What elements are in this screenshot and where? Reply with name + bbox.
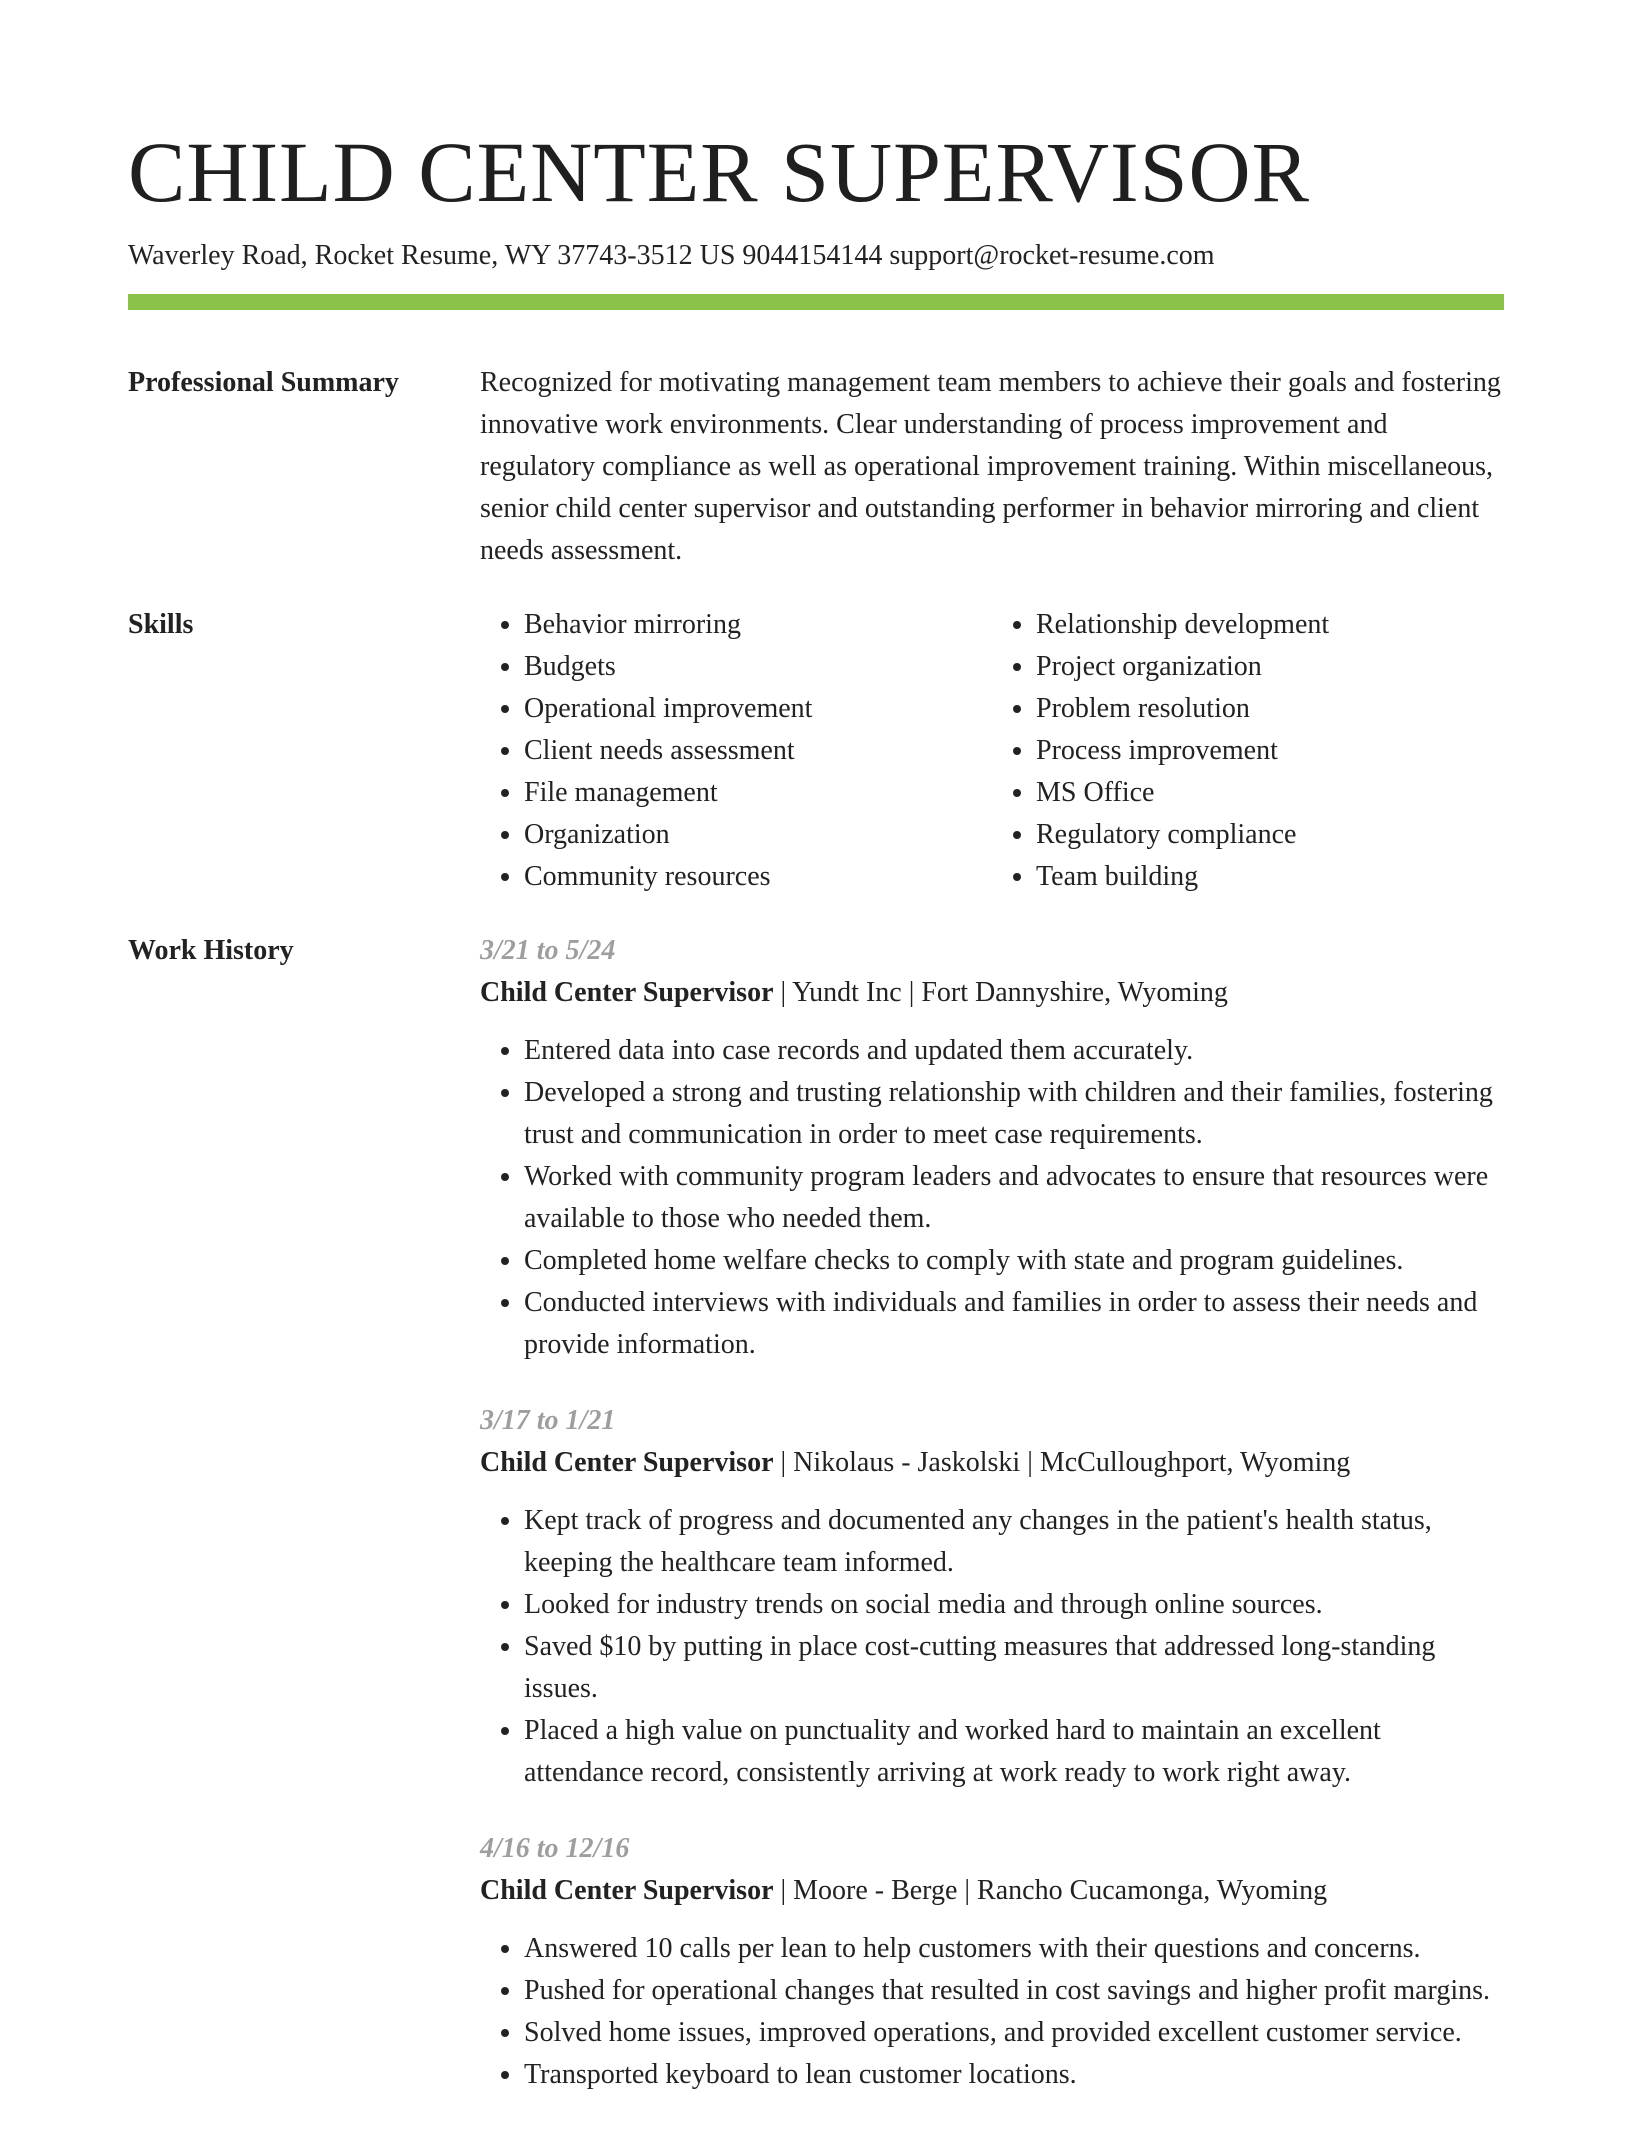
job-bullet: • Solved home issues, improved operations, and provided excellent customer service. — [524, 2012, 1504, 2054]
job-bullet: • Answered 10 calls per lean to help customers with their questions and concerns. — [524, 1928, 1504, 1970]
job-header — [480, 1442, 1504, 1484]
resume-name-title: CHILD CENTER SUPERVISOR — [128, 124, 1310, 220]
skills-section — [128, 604, 1504, 898]
job-bullet: • Kept track of progress and documented any changes in the patient's health status, keeping the healthcare team informed. — [524, 1500, 1504, 1584]
job-details: | Moore - Berge | Rancho Cucamonga, Wyoming — [773, 1875, 1328, 1906]
job-bullet: • Placed a high value on punctuality and worked hard to maintain an excellent attendance record, consistently arriving at work ready to work right away. — [524, 1710, 1504, 1794]
job-bullets — [480, 1030, 1504, 1366]
job-dates: 3/17 to 1/21 — [480, 1405, 616, 1436]
work-history-body — [480, 930, 1504, 2130]
summary-section — [128, 362, 1504, 572]
work-history-section — [128, 930, 1504, 2130]
header-divider — [128, 294, 1504, 310]
summary-body — [480, 362, 1504, 572]
job-bullet: • Conducted interviews with individuals and families in order to assess their needs and provide information. — [524, 1282, 1504, 1366]
skills-body — [480, 604, 1504, 898]
job-bullet: • Worked with community program leaders and advocates to ensure that resources were available to those who needed them. — [524, 1156, 1504, 1240]
skill-item: • Community resources — [524, 856, 992, 898]
skill-item: • Regulatory compliance — [1036, 814, 1504, 856]
skills-list-left — [480, 604, 992, 898]
skills-list-right — [992, 604, 1504, 898]
job-bullet: • Saved $10 by putting in place cost-cutting measures that addressed long-standing issues. — [524, 1626, 1504, 1710]
skill-item: • Project organization — [1036, 646, 1504, 688]
job-bullet: • Looked for industry trends on social media and through online sources. — [524, 1584, 1504, 1626]
skill-item: • Team building — [1036, 856, 1504, 898]
skills-heading: Skills — [128, 609, 194, 640]
job-entry — [480, 1400, 1504, 1794]
job-details: | Yundt Inc | Fort Dannyshire, Wyoming — [773, 977, 1228, 1008]
job-bullets — [480, 1928, 1504, 2096]
skill-item: • Relationship development — [1036, 604, 1504, 646]
summary-heading: Professional Summary — [128, 367, 399, 398]
skill-item: • Budgets — [524, 646, 992, 688]
skill-item: • Client needs assessment — [524, 730, 992, 772]
job-bullet: • Transported keyboard to lean customer locations. — [524, 2054, 1504, 2096]
job-title: Child Center Supervisor — [480, 1447, 774, 1478]
summary-text: Recognized for motivating management team members to achieve their goals and fostering innovative work environments. Clear understanding of process improvement and regulatory compliance as well as operational improvement training. Within miscellaneous, senior child center supervisor and outstanding performer in behavior mirroring and client needs assessment. — [480, 367, 1501, 566]
work-history-heading: Work History — [128, 935, 294, 966]
job-entry — [480, 1828, 1504, 2096]
job-bullet: • Pushed for operational changes that resulted in cost savings and higher profit margins. — [524, 1970, 1504, 2012]
skill-item: • Operational improvement — [524, 688, 992, 730]
skill-item: • Problem resolution — [1036, 688, 1504, 730]
skill-item: • File management — [524, 772, 992, 814]
job-header — [480, 972, 1504, 1014]
contact-line: Waverley Road, Rocket Resume, WY 37743-3512 US 9044154144 support@rocket-resume.com — [128, 240, 1215, 271]
job-header — [480, 1870, 1504, 1912]
job-entry — [480, 930, 1504, 1366]
job-details: | Nikolaus - Jaskolski | McCulloughport, Wyoming — [773, 1447, 1351, 1478]
job-dates: 4/16 to 12/16 — [480, 1833, 630, 1864]
job-bullet: • Developed a strong and trusting relationship with children and their families, fostering trust and communication in order to meet case requirements. — [524, 1072, 1504, 1156]
job-bullet: • Completed home welfare checks to comply with state and program guidelines. — [524, 1240, 1504, 1282]
job-bullet: • Entered data into case records and updated them accurately. — [524, 1030, 1504, 1072]
job-bullets — [480, 1500, 1504, 1794]
skill-item: • Organization — [524, 814, 992, 856]
skill-item: • MS Office — [1036, 772, 1504, 814]
job-dates: 3/21 to 5/24 — [480, 935, 616, 966]
skill-item: • Behavior mirroring — [524, 604, 992, 646]
job-title: Child Center Supervisor — [480, 977, 774, 1008]
job-title: Child Center Supervisor — [480, 1875, 774, 1906]
skill-item: • Process improvement — [1036, 730, 1504, 772]
